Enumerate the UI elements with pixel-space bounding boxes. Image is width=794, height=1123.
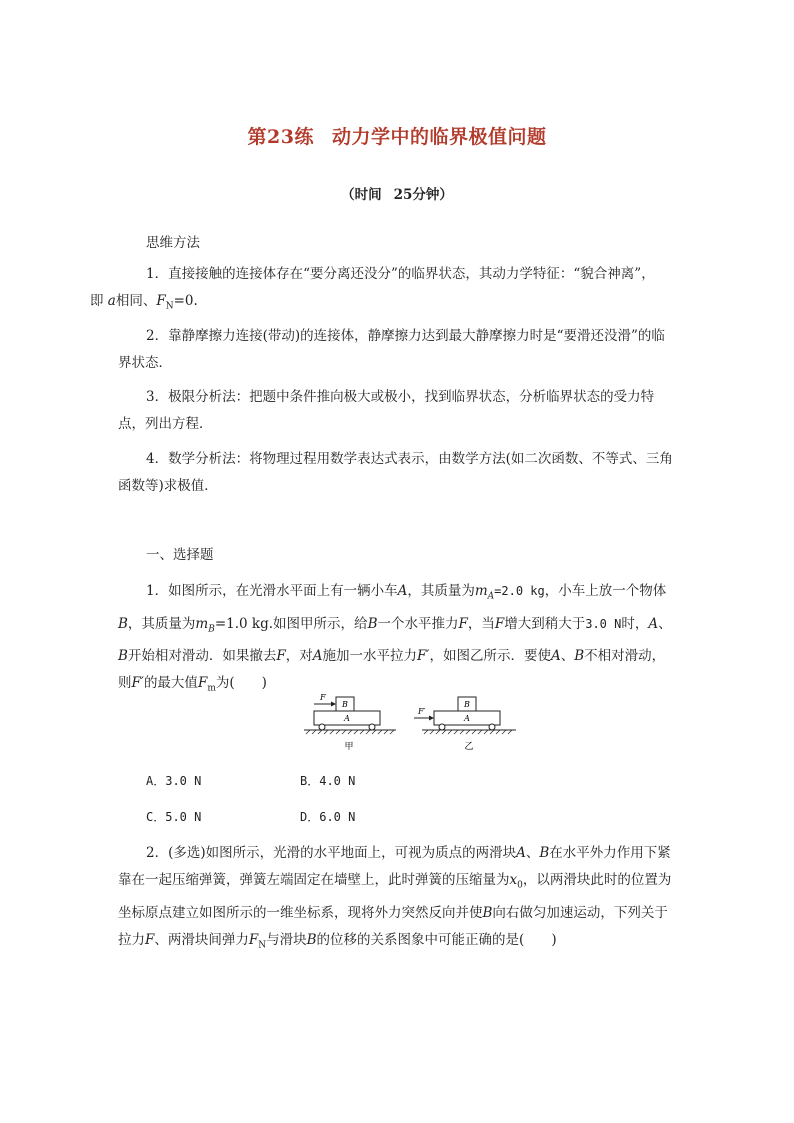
figure-label-yi: 乙 [464, 742, 474, 752]
wheel-icon [439, 724, 445, 730]
wheel-icon [369, 724, 375, 730]
svg-text:A: A [344, 714, 350, 723]
question-1-figure [298, 690, 522, 760]
thinking-item-3: 3．极限分析法：把题中条件推向极大或极小，找到临界状态，分析临界状态的受力特点，列出方程． [118, 389, 655, 432]
question-1-option-c[interactable]: C．5.0 N [146, 810, 202, 824]
question-1-option-d[interactable]: D．6.0 N [300, 810, 356, 824]
cart-block-diagrams [298, 690, 522, 760]
question-2-stem: 2．(多选)如图所示，光滑的水平地面上，可视为质点的两滑块A、B在水平外力作用下紧靠在一起压缩弹簧，弹簧左端固定在墙壁上，此时弹簧的压缩量为$x_0$，以两滑块此时的位置为坐标原点建立如图所示的一维坐标系，现将外力突然反向并使B向右做匀加速运动，下列关于拉力F、两滑块间弹力$F_N$与滑块B的位移的关系图象中可能正确的是( ) [118, 845, 672, 951]
thinking-item-2: 2．靠静摩擦力连接(带动)的连接体，静摩擦力达到最大静摩擦力时是“要滑还没滑”的临界状态． [118, 328, 665, 371]
svg-text:F′: F′ [418, 707, 426, 716]
svg-text:F: F [320, 693, 326, 702]
question-1-option-b[interactable]: B．4.0 N [300, 774, 356, 788]
svg-text:B: B [342, 700, 348, 709]
figure-label-jia: 甲 [344, 742, 354, 752]
thinking-item-4: 4．数学分析法：将物理过程用数学表达式表示，由数学方法(如二次函数、不等式、三角函数等)求极值． [118, 451, 673, 494]
page-title [0, 122, 794, 149]
question-1-stem: 1．如图所示，在光滑水平面上有一辆小车A，其质量为$m_A=2.0$ kg，小车上放一个物体B，其质量为$m_B=1.0$ kg.如图甲所示，给B一个水平推力F，当F增大到稍大于3.0 N时，A、B开始相对滑动．如果撤去F，对A施加一水平拉力F′，如图乙所示．要使A、B不相对滑动，则F′的最大值$F_m$为( ) [118, 583, 672, 695]
title-topic: 动力学中的临界极值问题 [331, 126, 547, 148]
title-number: 第23练 [247, 126, 314, 148]
question-1-option-a[interactable]: A．3.0 N [146, 774, 202, 788]
wheel-icon [319, 724, 325, 730]
time-label: （时间 [341, 187, 382, 203]
time-value: 25分钟） [393, 187, 453, 203]
wheel-icon [489, 724, 495, 730]
figure-jia [304, 693, 396, 752]
svg-text:B: B [464, 700, 470, 709]
section-choice-heading: 一、选择题 [146, 547, 214, 563]
thinking-item-1: 1．直接接触的连接体存在“要分离还没分”的临界状态，其动力学特征：“貌合神离”， 即 a相同、$F_N=0$. [90, 266, 655, 312]
page-subtitle [0, 183, 794, 203]
svg-text:A: A [464, 714, 470, 723]
thinking-heading: 思维方法 [146, 235, 200, 251]
figure-yi [414, 697, 516, 752]
